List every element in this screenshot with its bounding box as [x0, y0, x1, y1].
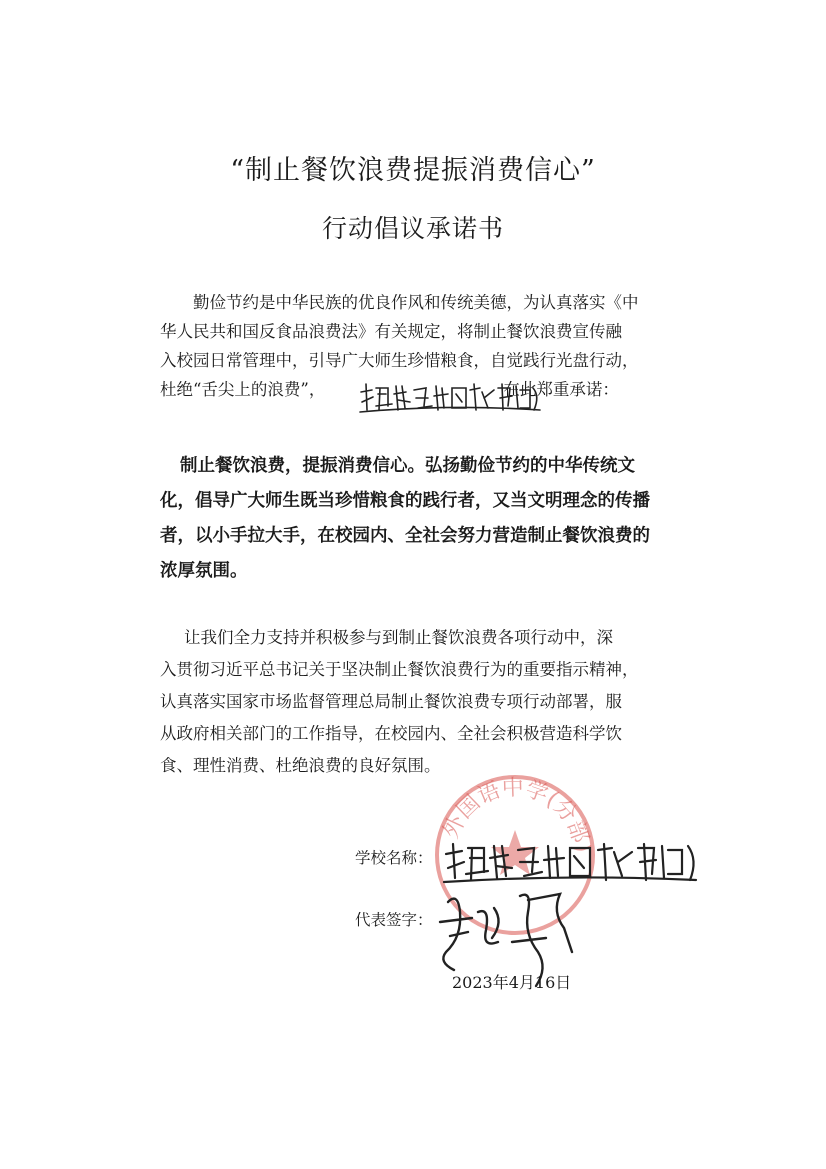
handwritten-school-name [440, 838, 700, 886]
paragraph-line: 食、理性消费、杜绝浪费的良好氛围。 [160, 756, 441, 775]
signing-date: 2023年4月16日 [452, 973, 572, 992]
paragraph-line: 认真落实国家市场监督管理总局制止餐饮浪费专项行动部署，服 [160, 692, 622, 711]
paragraph-line: 者，以小手拉大手，在校园内、全社会努力营造制止餐饮浪费的 [160, 526, 650, 546]
paragraph-text: 杜绝“舌尖上的浪费”， [160, 380, 326, 399]
paragraph-line: 从政府相关部门的工作指导，在校园内、全社会积极营造科学饮 [160, 724, 622, 743]
paragraph-line: 勤俭节约是中华民族的优良作风和传统美德，为认真落实《中 [193, 293, 639, 312]
paragraph-line: 入贯彻习近平总书记关于坚决制止餐饮浪费行为的重要指示精神， [160, 660, 639, 679]
paragraph-line: 入校园日常管理中，引导广大师生珍惜粮食，自觉践行光盘行动， [160, 351, 639, 370]
paragraph-line: 化，倡导广大师生既当珍惜粮食的践行者，又当文明理念的传播 [160, 491, 650, 511]
paragraph-line: 浓厚氛围。 [160, 561, 248, 581]
seal-text: 外国语中学(分部) [438, 775, 595, 854]
paragraph-line: 让我们全力支持并积极参与到制止餐饮浪费各项行动中，深 [184, 628, 613, 647]
paragraph-line: 制止餐饮浪费，提振消费信心。弘扬勤俭节约的中华传统文 [180, 456, 635, 476]
document-title: “制止餐饮浪费提振消费信心” [230, 155, 596, 186]
representative-label: 代表签字： [355, 911, 433, 929]
paragraph-pledge [160, 449, 720, 589]
paragraph-call-to-action [160, 622, 720, 782]
document-subtitle: 行动倡议承诺书 [321, 214, 504, 243]
school-name-label: 学校名称： [355, 849, 433, 867]
handwritten-signature-inline [358, 380, 543, 416]
paragraph-text: 在此郑重承诺： [503, 380, 619, 399]
paragraph-line: 华人民共和国反食品浪费法》有关规定，将制止餐饮浪费宣传融 [160, 322, 622, 341]
